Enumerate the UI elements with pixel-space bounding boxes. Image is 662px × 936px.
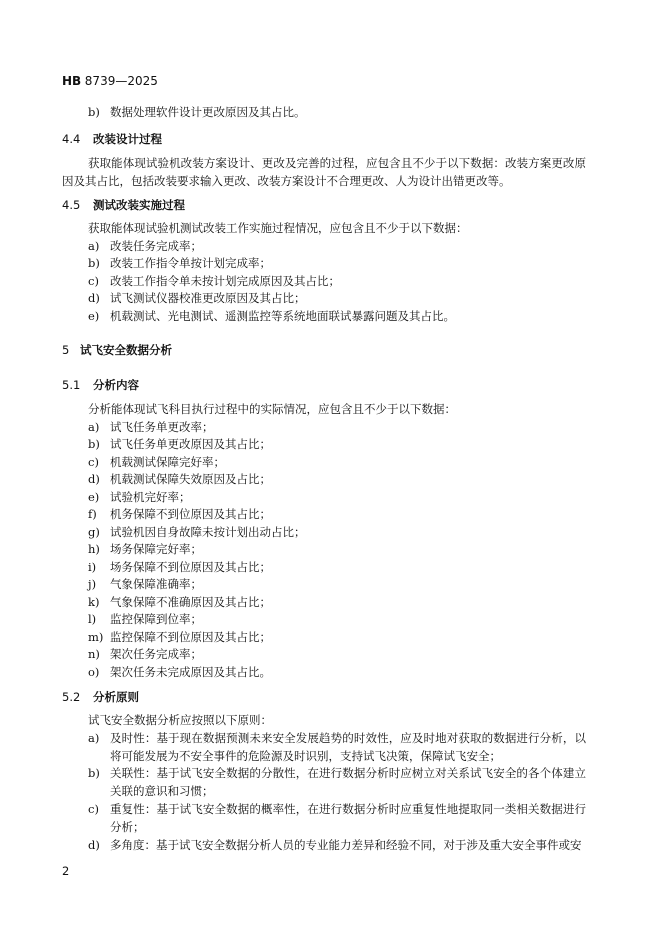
list-item-label: b) [88, 437, 100, 451]
list-item [62, 290, 586, 308]
list-item [62, 664, 586, 682]
section-body-5-1 [62, 401, 586, 681]
list-item [62, 730, 586, 766]
section-title: 分析内容 [93, 378, 139, 392]
page-header [62, 73, 586, 89]
list-item [62, 454, 586, 472]
paragraph: 分析能体现试飞科目执行过程中的实际情况，应包含且不少于以下数据： [88, 402, 456, 416]
list-item-text: 机载测试保障失效原因及占比； [110, 472, 271, 486]
list-item-label: c) [88, 273, 99, 288]
list-item-label: e) [88, 308, 100, 323]
list-item-text: 改装工作指令单未按计划完成原因及其占比； [110, 273, 340, 288]
section-number: 5 [62, 343, 70, 357]
section-body-4-4 [62, 155, 586, 190]
list-item-text: 机务保障不到位原因及其占比； [110, 507, 271, 521]
list-item-text: 多角度：基于试飞安全数据分析人员的专业能力差异和经验不同，对于涉及重大安全事件或安 [110, 837, 582, 852]
list-item-text: 架次任务未完成原因及其占比。 [110, 664, 271, 679]
section-body-4-5 [62, 220, 586, 325]
list-item [62, 419, 586, 437]
list-item-text: 试飞任务单更改原因及其占比； [110, 437, 271, 451]
section-title: 分析原则 [93, 690, 139, 704]
list-item-label: b) [88, 105, 100, 119]
list-item-text: 架次任务完成率； [110, 647, 202, 661]
list-item [62, 611, 586, 629]
list-item-label: c) [88, 801, 99, 816]
list-item-text: 试飞测试仪器校准更改原因及其占比； [110, 291, 306, 305]
section-title: 试飞安全数据分析 [80, 343, 172, 357]
list-item-label: m) [88, 629, 104, 644]
list-item-text: 及时性：基于现在数据预测未来安全发展趋势的时效性，应及时地对获取的数据进行分析，以将可能发展为不安全事件的危险源及时识别，支持试飞决策，保障试飞安全； [110, 730, 586, 763]
section-heading-5-1 [62, 377, 586, 395]
list-item-label: e) [88, 489, 100, 504]
list-item-text: 数据处理软件设计更改原因及其占比。 [110, 105, 306, 119]
section-body-5-2 [62, 712, 586, 854]
list-item-text: 重复性：基于试飞安全数据的概率性，在进行数据分析时应重复性地提取同一类相关数据进行分析； [110, 801, 586, 834]
list-item-label: g) [88, 524, 100, 539]
list-item-text: 气象保障准确率； [110, 577, 202, 591]
list-item-text: 试验机完好率； [110, 489, 191, 504]
section-heading-5-2 [62, 689, 586, 707]
list-item [62, 541, 586, 559]
list-item [62, 594, 586, 612]
chapter-heading-5 [62, 342, 586, 360]
list-item-label: b) [88, 766, 100, 781]
list-item [62, 576, 586, 594]
section-title: 改装设计过程 [93, 132, 162, 146]
section-title: 测试改装实施过程 [93, 198, 185, 212]
list-item-label: c) [88, 454, 99, 469]
list-item-label: h) [88, 542, 100, 556]
list-item-label: b) [88, 256, 100, 270]
list-item-label: a) [88, 419, 100, 434]
list-item [62, 104, 586, 122]
list-item-label: i) [88, 559, 97, 574]
list-item-text: 监控保障不到位原因及其占比； [110, 629, 271, 644]
carryover-list [62, 104, 586, 122]
section-heading-4-5 [62, 197, 586, 215]
list-item [62, 801, 586, 837]
paragraph: 试飞安全数据分析应按照以下原则： [88, 713, 272, 727]
list-item [62, 436, 586, 454]
list-item-label: a) [88, 238, 100, 253]
list-item-label: n) [88, 647, 100, 661]
list-item [62, 559, 586, 577]
section-heading-4-4 [62, 131, 586, 149]
paragraph: 获取能体现试验机改装方案设计、更改及完善的过程，应包含且不少于以下数据：改装方案更改原因及其占比，包括改装要求输入更改、改装方案设计不合理更改、人为设计出错更改等。 [62, 156, 586, 188]
list-item-label: f) [88, 507, 97, 521]
list-item-label: d) [88, 472, 100, 486]
paragraph: 获取能体现试验机测试改装工作实施过程情况，应包含且不少于以下数据： [88, 221, 468, 235]
list-item-text: 场务保障完好率； [110, 542, 202, 556]
list-item-text: 机载测试保障完好率； [110, 454, 225, 469]
list-item-label: o) [88, 664, 100, 679]
list-item [62, 255, 586, 273]
list-item [62, 238, 586, 256]
list-item [62, 524, 586, 542]
list-item-text: 机载测试、光电测试、遥测监控等系统地面联试暴露问题及其占比。 [110, 308, 455, 323]
list-item [62, 765, 586, 801]
standard-code: 8739—2025 [84, 74, 158, 88]
list-item [62, 471, 586, 489]
list-item [62, 308, 586, 326]
list-item [62, 273, 586, 291]
standard-prefix: HB [62, 74, 82, 88]
section-number: 4.5 [62, 198, 81, 212]
list-item-text: 气象保障不准确原因及其占比； [110, 594, 271, 609]
list-item-label: d) [88, 291, 100, 305]
list-item-text: 监控保障到位率； [110, 612, 202, 626]
list-item-text: 试飞任务单更改率； [110, 419, 214, 434]
list-item-label: k) [88, 594, 100, 609]
list-item [62, 646, 586, 664]
list-item-text: 关联性：基于试飞安全数据的分散性，在进行数据分析时应树立对关系试飞安全的各个体建立关联的意识和习惯； [110, 766, 586, 799]
page-number: 2 [62, 864, 70, 878]
section-number: 5.1 [62, 378, 81, 392]
section-number: 5.2 [62, 690, 81, 704]
section-number: 4.4 [62, 132, 81, 146]
list-item-label: l) [88, 612, 97, 626]
list-item [62, 629, 586, 647]
list-item [62, 837, 586, 855]
list-item [62, 506, 586, 524]
list-item-label: a) [88, 730, 100, 745]
list-item-text: 场务保障不到位原因及其占比； [110, 559, 271, 574]
list-item-text: 改装工作指令单按计划完成率； [110, 256, 271, 270]
list-item-label: j) [88, 577, 97, 591]
list-item-text: 改装任务完成率； [110, 238, 202, 253]
list-item-label: d) [88, 837, 100, 852]
list-item [62, 489, 586, 507]
list-item-text: 试验机因自身故障未按计划出动占比； [110, 524, 306, 539]
